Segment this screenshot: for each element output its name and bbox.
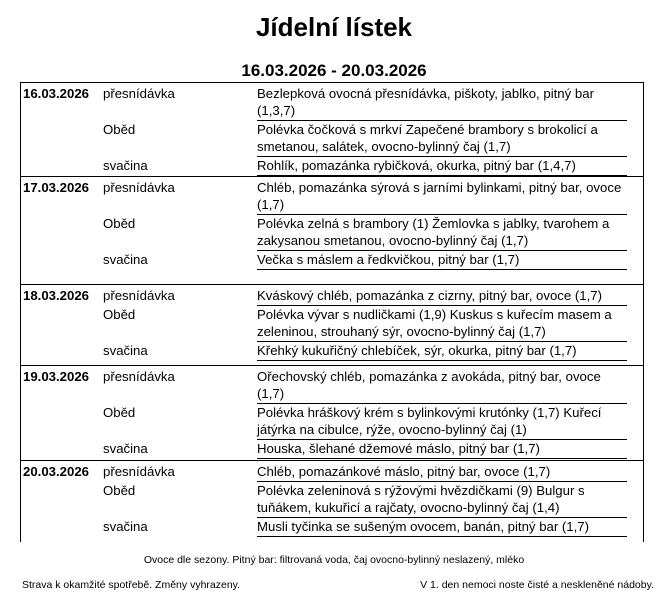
meal-name: přesnídávka [103,369,175,384]
meal-row [21,440,643,459]
meal-description: Polévka vývar s nudličkami (1,9) Kuskus s kuřecím masem a zeleninou, strouhaný sýr, ovocno-bylinný čaj (1,7) [257,306,627,342]
meal-description: Houska, šlehané džemové máslo, pitný bar (1,7) [257,440,627,459]
day-date: 19.03.2026 [23,369,90,384]
meal-row [21,463,643,482]
day-block [21,285,643,366]
meal-name: svačina [103,252,148,267]
meal-name: svačina [103,519,148,534]
meal-description: Večka s máslem a ředkvičkou, pitný bar (1,7) [257,251,627,270]
date-range: 16.03.2026 - 20.03.2026 [241,61,427,80]
meal-name: přesnídávka [103,288,175,303]
meal-description: Rohlík, pomazánka rybičková, okurka, pitný bar (1,4,7) [257,157,627,176]
menu-table [20,82,644,542]
meal-row [21,251,643,270]
meal-name: svačina [103,158,148,173]
meal-name: svačina [103,441,148,456]
meal-name: Oběd [103,483,136,498]
day-block [21,83,643,177]
page-title: Jídelní lístek [255,12,413,42]
meal-name: přesnídávka [103,464,175,479]
meal-description: Chléb, pomazánkové máslo, pitný bar, ovoce (1,7) [257,463,627,482]
meal-row [21,287,643,306]
meal-description: Kváskový chléb, pomazánka z cizrny, pitný bar, ovoce (1,7) [257,287,627,306]
meal-description: Ořechovský chléb, pomazánka z avokáda, pitný bar, ovoce (1,7) [257,368,627,404]
meal-name: svačina [103,343,148,358]
footer-right-note: V 1. den nemoci noste čisté a neskleněné nádoby. [420,579,654,591]
meal-name: přesnídávka [103,180,175,195]
meal-description: Křehký kukuřičný chlebíček, sýr, okurka, pitný bar (1,7) [257,342,627,361]
meal-row [21,179,643,215]
meal-row [21,518,643,537]
day-block [21,366,643,461]
day-date: 18.03.2026 [23,288,90,303]
day-block [21,461,643,543]
meal-description: Polévka zelná s brambory (1) Žemlovka s jablky, tvarohem a zakysanou smetanou, ovocno-bylinný čaj (1,7) [257,215,627,251]
meal-row [21,121,643,157]
meal-row [21,342,643,361]
meal-description: Polévka zeleninová s rýžovými hvězdičkami (9) Bulgur s tuňákem, kukuřicí a rajčaty, ovocno-bylinný čaj (1,4) [257,482,627,518]
meal-row [21,215,643,251]
meal-row [21,482,643,518]
footer-left-note: Strava k okamžité spotřebě. Změny vyhrazeny. [22,579,241,591]
meal-description: Chléb, pomazánka sýrová s jarními bylinkami, pitný bar, ovoce (1,7) [257,179,627,215]
meal-name: Oběd [103,307,136,322]
meal-description: Bezlepková ovocná přesnídávka, piškoty, jablko, pitný bar (1,3,7) [257,85,627,121]
day-date: 17.03.2026 [23,180,90,195]
meal-name: Oběd [103,216,136,231]
meal-row [21,368,643,404]
meal-name: Oběd [103,122,136,137]
meal-row [21,306,643,342]
day-date: 16.03.2026 [23,86,90,101]
meal-description: Polévka čočková s mrkví Zapečené brambory s brokolicí a smetanou, salátek, ovocno-bylinný čaj (1,7) [257,121,627,157]
day-date: 20.03.2026 [23,464,90,479]
meal-row [21,404,643,440]
meal-name: přesnídávka [103,86,175,101]
meal-row [21,157,643,176]
meal-row [21,85,643,121]
meal-name: Oběd [103,405,136,420]
meal-description: Musli tyčinka se sušeným ovocem, banán, pitný bar (1,7) [257,518,627,537]
footer-note: Ovoce dle sezony. Pitný bar: filtrovaná voda, čaj ovocno-bylinný neslazený, mléko [143,554,525,566]
meal-description: Polévka hráškový krém s bylinkovými krutónky (1,7) Kuřecí játýrka na cibulce, rýže, ovocno-bylinný čaj (1) [257,404,627,440]
day-block [21,177,643,285]
